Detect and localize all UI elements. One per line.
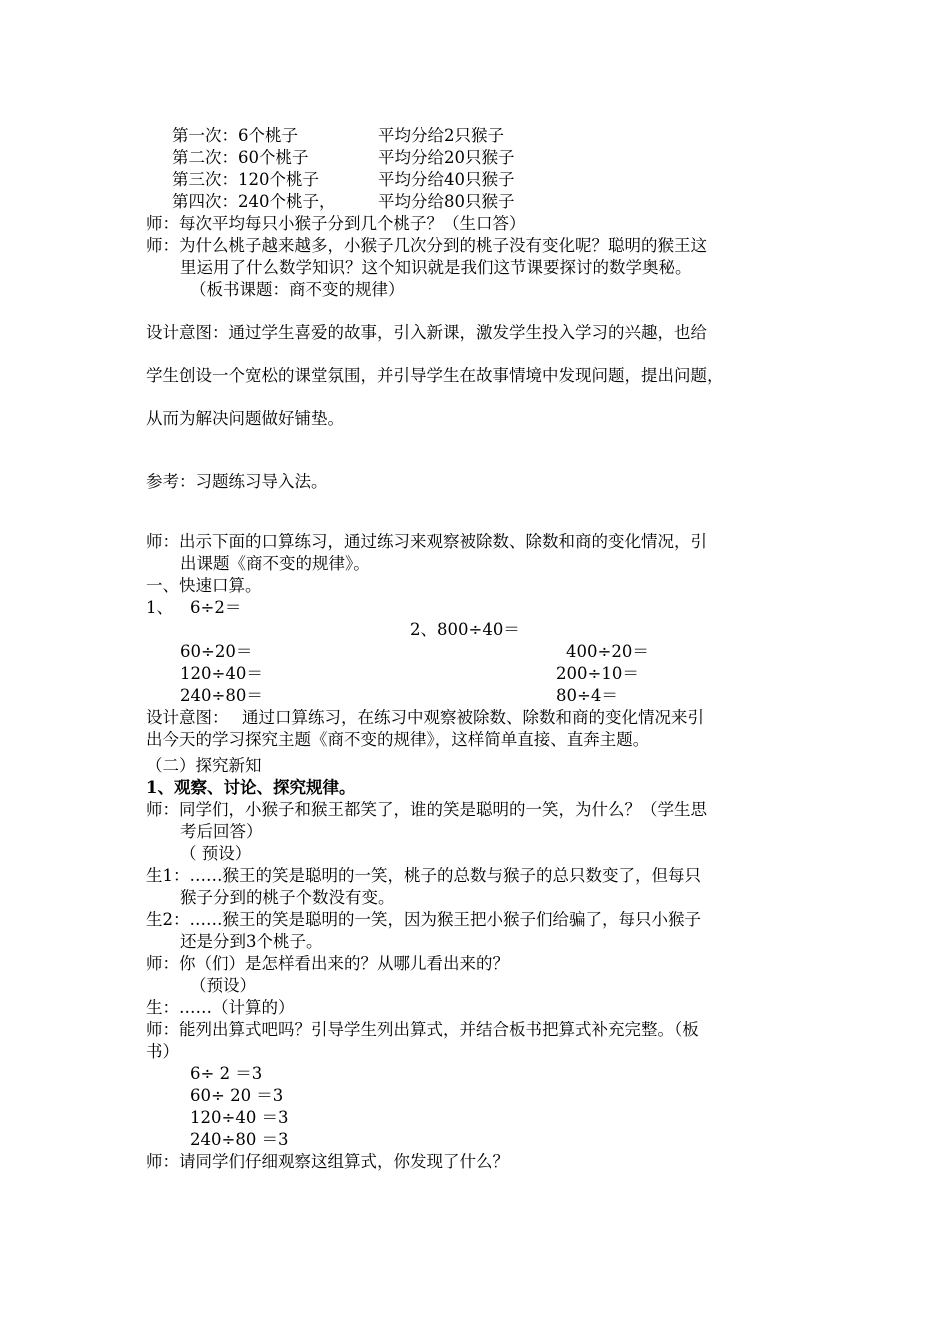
board-title-note: （板书课题：商不变的规律） xyxy=(190,280,405,299)
teacher-question-2-line-1: 师：为什么桃子越来越多，小猴子几次分到的桃子没有变化呢？聪明的猴王这 xyxy=(146,236,707,255)
teacher-question-1: 师：每次平均每只小猴子分到几个桃子？（生口答） xyxy=(146,214,526,233)
peach-line-1-left: 第一次：6个桃子 xyxy=(172,126,298,145)
oral-left-3: 240÷80＝ xyxy=(180,686,263,705)
preset-label-1: （ 预设） xyxy=(180,844,252,863)
oral-group-1-first: 6÷2＝ xyxy=(190,598,242,617)
student-2-answer-line-2: 还是分到3个桃子。 xyxy=(180,932,323,951)
teacher-show-line-1: 师：出示下面的口算练习，通过练习来观察被除数、除数和商的变化情况，引 xyxy=(146,532,707,551)
student-1-answer-line-1: 生1：……猴王的笑是聪明的一笑，桃子的总数与猴子的总只数变了，但每只 xyxy=(146,866,701,885)
teacher-observe-question: 师：请同学们仔细观察这组算式，你发现了什么？ xyxy=(146,1152,509,1171)
preset-label-2: （预设） xyxy=(190,976,256,995)
oral-group-2-first: 2、800÷40＝ xyxy=(410,620,520,639)
oral-left-1: 60÷20＝ xyxy=(180,642,253,661)
teacher-laugh-question-line-1: 师：同学们，小猴子和猴王都笑了，谁的笑是聪明的一笑，为什么？（学生思 xyxy=(146,800,707,819)
design-intent-1-line-1: 设计意图：通过学生喜爱的故事，引入新课，激发学生投入学习的兴趣，也给 xyxy=(146,323,707,342)
peach-line-4-left: 第四次：240个桃子， xyxy=(172,192,336,211)
teacher-formula-line-1: 师：能列出算式吧吗？引导学生列出算式，并结合板书把算式补充完整。（板 xyxy=(146,1020,699,1039)
student-answer-calc: 生：……（计算的） xyxy=(146,998,295,1017)
peach-line-3-left: 第三次：120个桃子 xyxy=(172,170,319,189)
oral-left-2: 120÷40＝ xyxy=(180,664,263,683)
oral-group-1-number: 1、 xyxy=(146,598,173,617)
formula-4: 240÷80 ＝3 xyxy=(190,1130,289,1149)
oral-right-1: 400÷20＝ xyxy=(566,642,649,661)
design-intent-2-line-2: 出今天的学习探究主题《商不变的规律》，这样简单直接、直奔主题。 xyxy=(146,730,650,749)
formula-3: 120÷40 ＝3 xyxy=(190,1108,289,1127)
student-1-answer-line-2: 猴子分到的桃子个数没有变。 xyxy=(180,888,395,907)
formula-2: 60÷ 20 ＝3 xyxy=(190,1086,284,1105)
design-intent-1-line-3: 从而为解决问题做好铺垫。 xyxy=(146,409,344,428)
oral-right-2: 200÷10＝ xyxy=(556,664,639,683)
section-explore-heading: （二）探究新知 xyxy=(146,756,262,775)
teacher-question-2-line-2: 里运用了什么数学知识？这个知识就是我们这节课要探讨的数学奥秘。 xyxy=(180,258,692,277)
teacher-formula-line-2: 书） xyxy=(146,1042,179,1061)
teacher-show-line-2: 出课题《商不变的规律》。 xyxy=(180,554,370,573)
oral-right-3: 80÷4＝ xyxy=(556,686,618,705)
teacher-laugh-question-line-2: 考后回答） xyxy=(180,822,263,841)
oral-calc-heading: 一、快速口算。 xyxy=(146,576,262,595)
formula-1: 6÷ 2 ＝3 xyxy=(190,1064,263,1083)
student-2-answer-line-1: 生2：……猴王的笑是聪明的一笑，因为猴王把小猴子们给骗了，每只小猴子 xyxy=(146,910,701,929)
peach-line-2-right: 平均分给20只猴子 xyxy=(378,148,515,167)
peach-line-3-right: 平均分给40只猴子 xyxy=(378,170,515,189)
peach-line-1-right: 平均分给2只猴子 xyxy=(378,126,504,145)
peach-line-2-left: 第二次：60个桃子 xyxy=(172,148,309,167)
peach-line-4-right: 平均分给80只猴子 xyxy=(378,192,515,211)
design-intent-1-line-2: 学生创设一个宽松的课堂氛围，并引导学生在故事情境中发现问题，提出问题， xyxy=(146,366,724,385)
teacher-how-question: 师：你（们）是怎样看出来的？从哪儿看出来的？ xyxy=(146,954,509,973)
reference-note: 参考：习题练习导入法。 xyxy=(146,472,328,491)
design-intent-2-line-1: 设计意图： 通过口算练习，在练习中观察被除数、除数和商的变化情况来引 xyxy=(146,708,704,727)
section-explore-subheading: 1、观察、讨论、探究规律。 xyxy=(146,778,356,797)
